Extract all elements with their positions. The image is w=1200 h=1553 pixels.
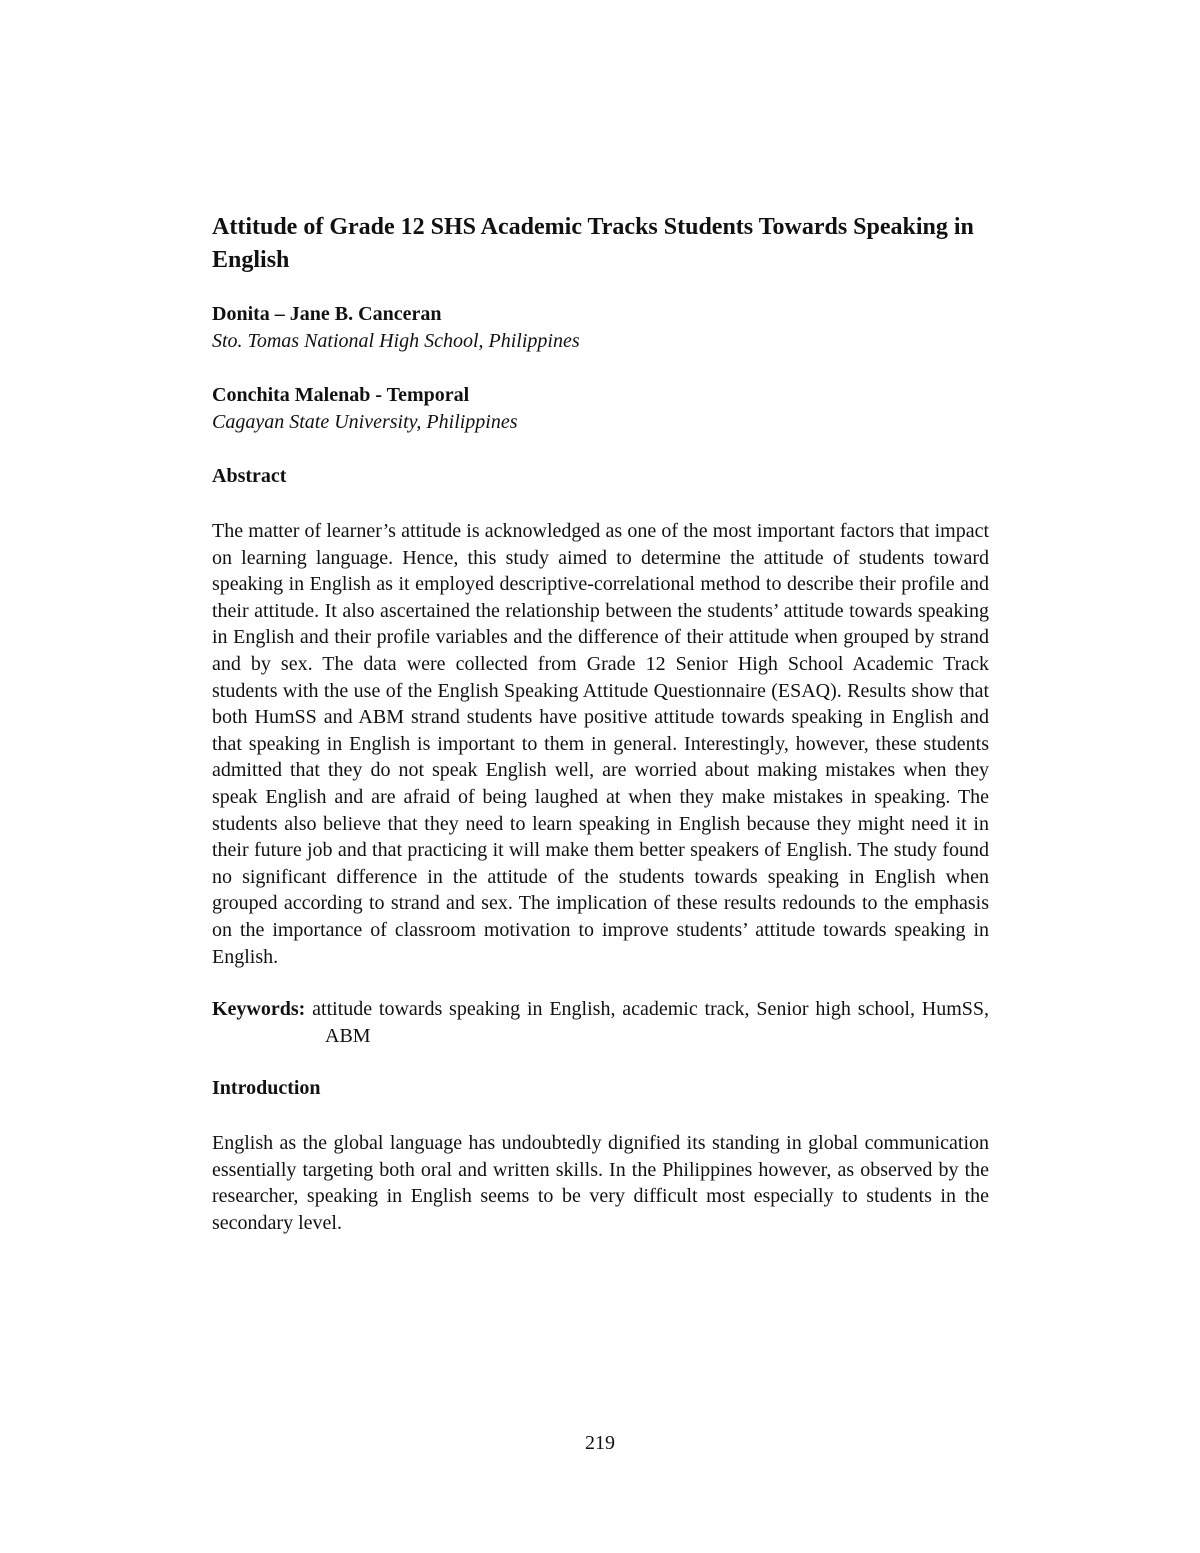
keywords-text: attitude towards speaking in English, academic track, Senior high school, HumSS, ABM [312, 998, 989, 1047]
author-name: Donita – Jane B. Canceran [212, 303, 442, 325]
keywords [212, 996, 989, 1049]
author-name: Conchita Malenab - Temporal [212, 384, 470, 406]
keywords-label: Keywords: [212, 998, 306, 1021]
introduction-heading: Introduction [212, 1077, 321, 1100]
author-block-1 [212, 301, 989, 355]
author-affiliation: Cagayan State University, Philippines [212, 411, 518, 433]
paper-page [212, 211, 989, 1237]
paper-title: Attitude of Grade 12 SHS Academic Tracks Students Towards Speaking in English [212, 214, 974, 273]
introduction-text: English as the global language has undoubtedly dignified its standing in global communication essentially targeting both oral and written skills. In the Philippines however, as observed by the researcher, speaking in English seems to be very difficult most especially to students in the secondary level. [212, 1132, 989, 1235]
author-affiliation: Sto. Tomas National High School, Philippines [212, 330, 580, 352]
abstract-heading: Abstract [212, 465, 287, 487]
author-block-2 [212, 382, 989, 436]
page-number: 219 [585, 1432, 615, 1454]
abstract-text: The matter of learner’s attitude is acknowledged as one of the most important factors that impact on learning language. Hence, this study aimed to determine the attitude of students toward speaking in English as it employed descriptive-correlational method to describe their profile and their attitude. It also ascertained the relationship between the students’ attitude towards speaking in English and their profile variables and the difference of their attitude when grouped by strand and by sex. The data were collected from Grade 12 Senior High School Academic Track students with the use of the English Speaking Attitude Questionnaire (ESAQ). Results show that both HumSS and ABM strand students have positive attitude towards speaking in English and that speaking in English is important to them in general. Interestingly, however, these students admitted that they do not speak English well, are worried about making mistakes when they speak English and are afraid of being laughed at when they make mistakes in speaking. The students also believe that they need to learn speaking in English because they might need it in their future job and that practicing it will make them better speakers of English. The study found no significant difference in the attitude of the students towards speaking in English when grouped according to strand and sex. The implication of these results redounds to the emphasis on the importance of classroom motivation to improve students’ attitude towards speaking in English. [212, 520, 989, 968]
